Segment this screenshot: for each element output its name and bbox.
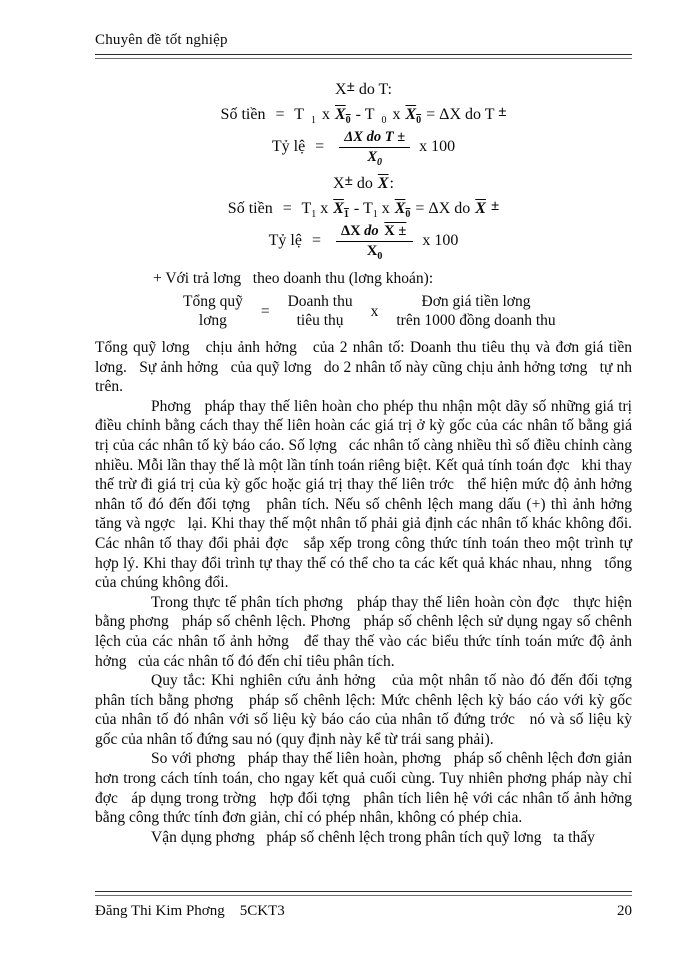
term-t0: T — [364, 106, 375, 123]
term-t1: T — [301, 200, 312, 217]
subscript: 0 — [345, 115, 351, 127]
total-wage-fund-term — [183, 292, 243, 330]
multiply-sign: x — [321, 106, 330, 123]
formula-text: x 100 — [419, 138, 456, 156]
formula-label: Số tiền — [220, 106, 266, 123]
stack-line: trên 1000 đồng doanh thu — [396, 312, 556, 329]
subscript: 0 — [405, 209, 411, 221]
minus-sign: - — [355, 106, 361, 123]
x-symbol: X — [366, 243, 378, 259]
delta-x: ΔX — [340, 223, 361, 239]
formula-text: x 100 — [422, 232, 459, 250]
salary-note: + Với trả lơng theo doanh thu (lơng khoán): — [153, 270, 434, 287]
term-t1b: T — [362, 200, 373, 217]
stack-line: Đơn giá tiền lơng — [421, 293, 531, 310]
formula-1-heading — [95, 79, 632, 101]
equals-sign: = — [415, 200, 425, 217]
subscript: 0 — [381, 115, 387, 127]
paragraph: So với phơng pháp thay thế liên hoàn, phơng pháp số chênh lệch đơn giản hơn trong cách tính toán, cho ngay kết quả cuối cùng. Tuy nhiên phơng pháp này chỉ đợc áp dụng trong trờng hợp đối tợng phân tích liên hệ với các nhân tố ảnh hởng bằng công thức tính đơn giản, chỉ có phép nhân, không có phép chia. — [95, 750, 644, 827]
subscript: 0 — [416, 115, 422, 127]
formula-1-money — [95, 104, 632, 126]
x-bar-plus-minus: X ± — [384, 223, 407, 239]
fraction-numerator — [336, 223, 413, 242]
formula-2-heading — [95, 173, 632, 195]
x-symbol: X — [333, 200, 344, 217]
delta-symbol: Δ — [439, 106, 450, 123]
fraction — [336, 223, 413, 260]
revenue-term — [288, 292, 353, 330]
minus-sign: - — [353, 200, 360, 217]
body-text — [95, 338, 644, 847]
formula-1-ratio — [95, 129, 632, 166]
formula-label: Tỷ lệ — [268, 232, 302, 250]
stack-line: Tổng quỹ — [183, 293, 243, 310]
x-symbol: X — [394, 200, 406, 217]
formula-text: X — [335, 81, 347, 98]
plus-minus-symbol: ± — [498, 104, 507, 120]
header-title: Chuyên đề tốt nghiệp — [95, 32, 228, 48]
multiply-sign: x — [370, 302, 379, 320]
paragraph: Vận dụng phơng pháp số chênh lệch trong phân tích quỹ lơng ta thấy — [151, 828, 595, 846]
x-bar-term: $\overline{X}$ — [475, 200, 486, 217]
x-bar-term — [332, 200, 350, 221]
footer-rule — [95, 891, 632, 896]
x-symbol: X — [405, 106, 417, 123]
x-bar-term — [334, 106, 352, 127]
paragraph: Trong thực tế phân tích phơng pháp thay thế liên hoàn còn đợc thực hiện bằng phơng pháp số chênh lệch. Phơng pháp số chênh lệch sử dụng ngay số chênh lệch của các nhân tố ảnh hởng để thay thế vào các biểu thức tính toán mức độ ảnh hởng của các nhân tố đó đến chỉ tiêu phân tích. — [95, 593, 636, 670]
subscript: 1 — [343, 209, 349, 221]
delta-symbol: Δ — [428, 200, 439, 217]
formula-text: X do — [438, 200, 471, 217]
subscript: 1 — [372, 209, 378, 221]
stack-line: tiêu thụ — [296, 312, 344, 329]
plus-minus-symbol: ± — [490, 198, 500, 214]
subscript: 1 — [310, 115, 316, 127]
formula-2-money — [95, 198, 632, 220]
formula-text: X do T — [449, 106, 495, 123]
paragraph: Tổng quỹ lơng chịu ảnh hởng của 2 nhân tố: Doanh thu tiêu thụ và đơn giá tiền lơng. Sự ảnh hởng của quỹ lơng do 2 nhân tố này cũng chịu ảnh hởng tơng tự nh trên. — [95, 339, 644, 396]
unit-price-term — [396, 292, 555, 330]
x-bar-term: $\overline{X}$ — [377, 175, 389, 192]
paragraph: Quy tắc: Khi nghiên cứu ảnh hởng của một nhân tố nào đó đến đối tợng phân tích bằng phơng pháp số chênh lệch: Mức chênh lệch kỳ báo cáo với kỳ gốc của nhân tố đó nhân với số liệu kỳ báo cáo của nhân tố đứng trớc nó và số liệu kỳ gốc của nhân tố đứng sau nó (quy định này kể từ trái sang phải). — [95, 672, 636, 748]
term-t1: T — [294, 106, 304, 123]
equals-sign: = — [426, 106, 436, 123]
page-content — [95, 79, 644, 847]
plus-minus-symbol: ± — [344, 173, 353, 189]
fraction — [339, 129, 410, 166]
multiply-sign: x — [320, 200, 329, 217]
formula-text: do — [356, 175, 373, 192]
formula-label: Số tiền — [227, 200, 273, 217]
page-header — [95, 0, 632, 59]
formula-2-ratio — [95, 223, 632, 260]
multiply-sign: x — [381, 200, 390, 217]
fraction-numerator: ΔX do T ± — [339, 129, 410, 148]
x-symbol: X — [334, 106, 346, 123]
subscript: 0 — [377, 250, 383, 262]
x-bar-term — [394, 200, 412, 221]
formula-text: do — [364, 223, 379, 239]
formula-text: do T: — [358, 81, 392, 98]
multiply-sign: x — [392, 106, 401, 123]
fraction-denominator — [336, 242, 413, 260]
plus-minus-symbol: ± — [346, 79, 355, 95]
salary-formula — [183, 292, 632, 330]
fraction-denominator — [339, 148, 410, 166]
x-symbol: X — [367, 149, 378, 165]
subscript: 1 — [311, 209, 317, 221]
footer-page-number: 20 — [617, 903, 632, 919]
equals-sign: = — [282, 200, 292, 217]
paragraph: Phơng pháp thay thế liên hoàn cho phép thu nhận một dãy số những giá trị điều chỉnh bằng cách thay thế liên hoàn các giá trị ở kỳ gốc của các nhân tố bằng giá trị của các nhân tố kỳ báo cáo. Số lợng các nhân tố càng nhiều thì số điều chỉnh càng nhiều. Mỗi lần thay thế là một lần tính toán riêng biệt. Kết quả tính toán đợc khi thay thế trừ đi giá trị của kỳ gốc hoặc giá trị thay thế liên trớc thể hiện mức độ ảnh hởng nhân tố đó đến đối tợng phân tích. Nếu số chênh lệch mang dấu (+) thì ảnh hởng tăng và ngợc lại. Khi thay thế một nhân tố phải giả định các nhân tố khác không đổi. Các nhân tố thay đổi phải đợc sắp xếp trong công thức tính toán theo một trình tự hợp lý. Khi thay đổi trình tự thay thế có thể cho ta các kết quả khác nhau, nhng tổng của chúng không đổi. — [95, 397, 644, 592]
stack-line: lơng — [198, 312, 227, 329]
header-rule — [95, 54, 632, 59]
formula-text: X — [333, 175, 345, 192]
page-footer — [95, 886, 632, 920]
equals-sign: = — [260, 302, 270, 320]
x-bar-term — [404, 106, 422, 127]
equals-sign: = — [275, 106, 285, 123]
subscript: 0 — [377, 156, 383, 168]
footer-author: Đăng Thi Kim Phơng 5CKT3 — [95, 903, 285, 919]
stack-line: Doanh thu — [287, 293, 353, 310]
equals-sign: = — [311, 232, 321, 250]
formula-text: : — [389, 175, 394, 192]
formula-label: Tỷ lệ — [271, 138, 306, 156]
equals-sign: = — [315, 138, 325, 156]
